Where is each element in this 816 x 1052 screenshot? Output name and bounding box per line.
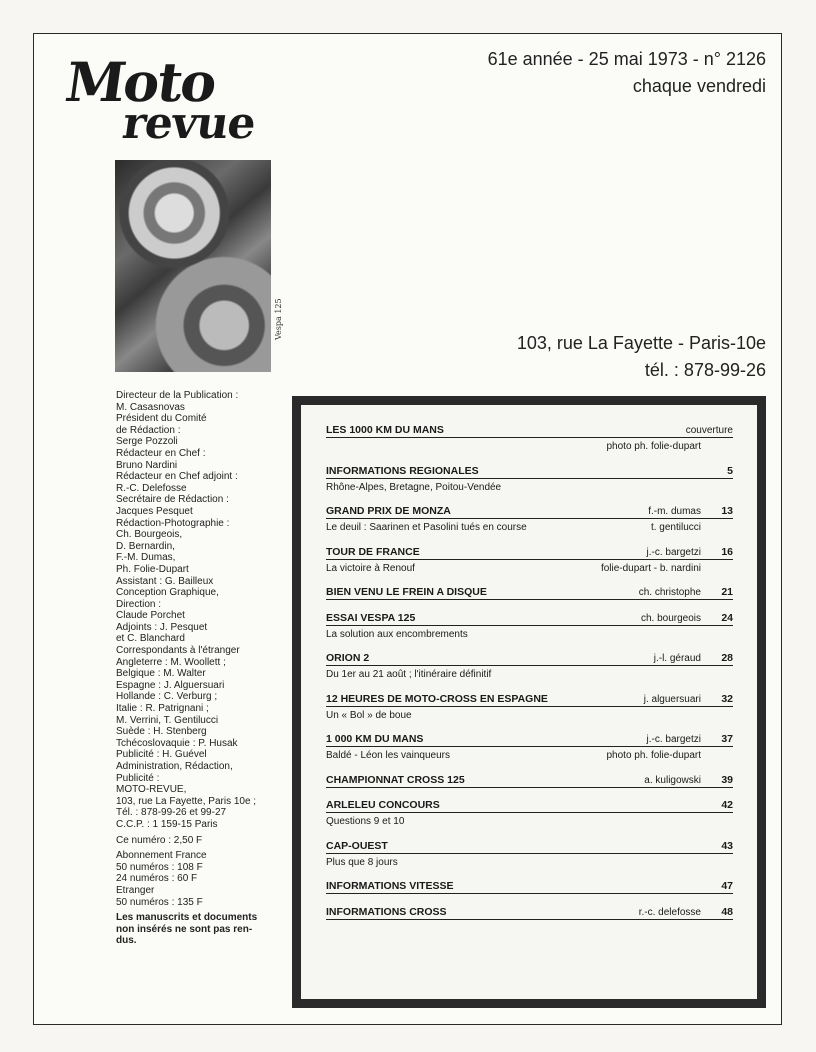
- toc-entry[interactable]: [326, 797, 733, 828]
- toc-entry-subtitle: Baldé - Léon les vainqueurs: [326, 750, 450, 761]
- toc-entry-author: j. alguersuari: [643, 693, 701, 705]
- masthead-line: Conception Graphique,: [116, 587, 219, 599]
- toc-entry-title: BIEN VENU LE FREIN A DISQUE: [326, 586, 487, 598]
- toc-entry-author: a. kuligowski: [644, 774, 701, 786]
- masthead-line: Correspondants à l'étranger: [116, 645, 240, 657]
- toc-entry[interactable]: [326, 838, 733, 869]
- toc-entry-author: j.-c. bargetzi: [646, 734, 701, 745]
- masthead-line: Belgique : M. Walter: [116, 668, 206, 680]
- masthead: [116, 390, 286, 951]
- masthead-line: 50 numéros : 108 F: [116, 861, 203, 873]
- masthead-notice: [116, 912, 286, 947]
- toc-entry-page: 21: [721, 586, 733, 598]
- masthead-line: M. Casasnovas: [116, 401, 185, 413]
- toc-entry-page: couverture: [685, 425, 733, 436]
- logo-revue: revue: [119, 98, 259, 149]
- masthead-line: 24 numéros : 60 F: [116, 873, 198, 885]
- issue-info: [488, 46, 766, 100]
- masthead-line: MOTO-REVUE,: [116, 784, 187, 796]
- toc-entry-details: [326, 522, 733, 534]
- photo-caption: Vespa 125: [274, 298, 283, 340]
- masthead-line: C.C.P. : 1 159-15 Paris: [116, 818, 218, 830]
- toc-entry-title: CAP-OUEST: [326, 839, 388, 852]
- toc-entry-title: ESSAI VESPA 125: [326, 611, 416, 624]
- toc-entry-header: [326, 544, 733, 560]
- toc-entry-header: [326, 691, 733, 707]
- logo-moto: Moto: [61, 50, 220, 114]
- toc-entry-header: [326, 904, 733, 920]
- toc-entry[interactable]: [326, 610, 733, 641]
- masthead-line: Serge Pozzoli: [116, 436, 178, 448]
- toc-entry[interactable]: [326, 544, 733, 575]
- toc-entry[interactable]: [326, 731, 733, 762]
- masthead-line: Administration, Rédaction,: [116, 761, 233, 772]
- masthead-line: Claude Porchet: [116, 610, 185, 622]
- masthead-line: non insérés ne sont pas ren-: [116, 923, 253, 935]
- masthead-line: Abonnement France: [116, 850, 207, 862]
- table-of-contents: [326, 422, 733, 929]
- toc-entry-author: j.-c. bargetzi: [646, 546, 701, 558]
- masthead-line: Suède : H. Stenberg: [116, 726, 207, 738]
- toc-entry-details: [326, 857, 733, 869]
- masthead-line: Italie : R. Patrignani ;: [116, 703, 209, 715]
- masthead-line: Directeur de la Publication :: [116, 390, 239, 401]
- masthead-line: Assistant : G. Bailleux: [116, 575, 214, 587]
- masthead-line: Etranger: [116, 884, 155, 896]
- masthead-line: dus.: [116, 935, 137, 947]
- masthead-line: Adjoints : J. Pesquet: [116, 621, 208, 633]
- toc-entry[interactable]: [326, 878, 733, 894]
- toc-entry-header: [326, 650, 733, 666]
- toc-entry[interactable]: [326, 650, 733, 681]
- toc-entry-title: ORION 2: [326, 652, 370, 664]
- toc-entry-credit: folie-dupart - b. nardini: [600, 562, 701, 574]
- toc-entry-title: 1 000 KM DU MANS: [326, 733, 424, 745]
- toc-entry-header: [326, 772, 733, 788]
- masthead-line: 103, rue La Fayette, Paris 10e ;: [116, 795, 257, 807]
- masthead-price: Ce numéro : 2,50 F: [116, 834, 203, 846]
- toc-entry-author: j.-l. géraud: [653, 653, 701, 664]
- toc-entry-subtitle: La victoire à Renouf: [326, 562, 415, 574]
- toc-entry-page: 5: [727, 464, 733, 477]
- toc-entry-credit: photo ph. folie-dupart: [606, 750, 701, 761]
- toc-entry-author: ch. christophe: [638, 587, 701, 598]
- toc-entry[interactable]: [326, 503, 733, 534]
- toc-entry-page: 37: [721, 733, 733, 745]
- masthead-line: Direction :: [116, 598, 162, 610]
- issue-line: 61e année - 25 mai 1973 - n° 2126: [487, 49, 766, 69]
- toc-entry-page: 43: [721, 839, 733, 852]
- masthead-line: Jacques Pesquet: [116, 505, 193, 517]
- toc-entry-page: 32: [721, 692, 733, 705]
- masthead-line: Les manuscrits et documents: [116, 912, 258, 924]
- masthead-line: Rédacteur en Chef :: [116, 447, 206, 459]
- toc-entry-subtitle: Questions 9 et 10: [326, 816, 405, 827]
- toc-entry-title: GRAND PRIX DE MONZA: [326, 505, 451, 517]
- masthead-line: Rédaction-Photographie :: [116, 517, 230, 529]
- toc-entry-page: 28: [721, 652, 733, 664]
- toc-entry-title: INFORMATIONS REGIONALES: [326, 464, 479, 477]
- toc-entry-title: CHAMPIONNAT CROSS 125: [326, 773, 465, 786]
- toc-entry-details: [326, 816, 733, 828]
- toc-entry-details: [326, 482, 733, 494]
- toc-entry-details: [326, 563, 733, 575]
- toc-entry-subtitle: Le deuil : Saarinen et Pasolini tués en course: [326, 522, 527, 533]
- magazine-logo: [58, 50, 288, 149]
- toc-entry-header: [326, 584, 733, 600]
- masthead-line: 50 numéros : 135 F: [116, 896, 203, 908]
- masthead-line: R.-C. Delefosse: [116, 482, 187, 494]
- toc-entry-page: 48: [721, 905, 733, 918]
- toc-entry-header: [326, 731, 733, 747]
- masthead-line: Bruno Nardini: [116, 459, 178, 471]
- masthead-line: D. Bernardin,: [116, 540, 175, 552]
- toc-entry-title: LES 1000 KM DU MANS: [326, 424, 444, 436]
- toc-entry-header: [326, 797, 733, 813]
- toc-entry-page: 42: [721, 799, 733, 811]
- toc-entry-page: 47: [721, 880, 733, 892]
- toc-entry-header: [326, 503, 733, 519]
- toc-entry-author: ch. bourgeois: [640, 612, 701, 624]
- masthead-line: Angleterre : M. Woollett ;: [116, 656, 226, 668]
- phone-line: tél. : 878-99-26: [644, 360, 766, 380]
- toc-entry-header: [326, 878, 733, 894]
- toc-entry-details: [326, 629, 733, 641]
- cover-photo: [115, 160, 271, 372]
- masthead-line: Publicité :: [116, 772, 160, 784]
- masthead-line: et C. Blanchard: [116, 633, 185, 645]
- frequency: chaque vendredi: [632, 76, 766, 96]
- toc-entry[interactable]: [326, 463, 733, 494]
- toc-entry-header: [326, 610, 733, 626]
- toc-entry[interactable]: [326, 422, 733, 453]
- masthead-line: Hollande : C. Verburg ;: [116, 691, 218, 703]
- toc-entry-page: 39: [721, 773, 733, 786]
- toc-entry-title: 12 HEURES DE MOTO-CROSS EN ESPAGNE: [326, 692, 548, 705]
- toc-entry[interactable]: [326, 691, 733, 722]
- toc-entry[interactable]: [326, 584, 733, 600]
- toc-entry[interactable]: [326, 772, 733, 788]
- toc-entry[interactable]: [326, 904, 733, 920]
- masthead-line: Ph. Folie-Dupart: [116, 563, 189, 575]
- masthead-line: Espagne : J. Alguersuari: [116, 679, 225, 691]
- masthead-subscriptions: [116, 850, 286, 908]
- masthead-line: Président du Comité: [116, 413, 207, 425]
- address-line: 103, rue La Fayette - Paris-10e: [516, 333, 766, 353]
- toc-entry-header: [326, 422, 733, 438]
- toc-entry-author: r.-c. delefosse: [638, 906, 701, 918]
- masthead-staff: [116, 390, 286, 831]
- toc-entry-subtitle: [326, 441, 606, 453]
- toc-entry-details: [326, 710, 733, 722]
- toc-entry-author: f.-m. dumas: [648, 506, 701, 517]
- toc-entry-page: 13: [721, 505, 733, 517]
- masthead-line: Publicité : H. Guével: [116, 749, 207, 761]
- toc-entry-credit: t. gentilucci: [650, 522, 701, 533]
- toc-entry-details: [326, 441, 733, 453]
- masthead-line: Tél. : 878-99-26 et 99-27: [116, 807, 227, 819]
- toc-entry-title: TOUR DE FRANCE: [326, 545, 420, 558]
- toc-entry-page: 16: [721, 545, 733, 558]
- masthead-line: de Rédaction :: [116, 424, 181, 436]
- toc-entry-subtitle: La solution aux encombrements: [326, 628, 468, 640]
- toc-entry-credit: photo ph. folie-dupart: [606, 441, 701, 452]
- toc-entry-subtitle: Du 1er au 21 août ; l'itinéraire définitif: [326, 669, 492, 680]
- toc-entry-details: [326, 669, 733, 681]
- toc-entry-subtitle: Rhône-Alpes, Bretagne, Poitou-Vendée: [326, 481, 502, 493]
- toc-entry-title: ARLELEU CONCOURS: [326, 799, 440, 811]
- publisher-address: [517, 330, 766, 384]
- toc-entry-title: INFORMATIONS VITESSE: [326, 880, 454, 892]
- masthead-line: M. Verrini, T. Gentilucci: [116, 714, 219, 726]
- masthead-line: F.-M. Dumas,: [116, 552, 176, 564]
- masthead-line: Rédacteur en Chef adjoint :: [116, 471, 238, 483]
- toc-entry-title: INFORMATIONS CROSS: [326, 905, 447, 918]
- toc-entry-header: [326, 838, 733, 854]
- toc-entry-header: [326, 463, 733, 479]
- toc-entry-subtitle: Un « Bol » de boue: [326, 709, 412, 721]
- toc-entry-details: [326, 750, 733, 762]
- masthead-line: Tchécoslovaquie : P. Husak: [116, 737, 238, 749]
- toc-entry-subtitle: Plus que 8 jours: [326, 856, 398, 868]
- toc-entry-page: 24: [721, 611, 733, 624]
- masthead-line: Ch. Bourgeois,: [116, 529, 183, 541]
- masthead-line: Secrétaire de Rédaction :: [116, 494, 229, 506]
